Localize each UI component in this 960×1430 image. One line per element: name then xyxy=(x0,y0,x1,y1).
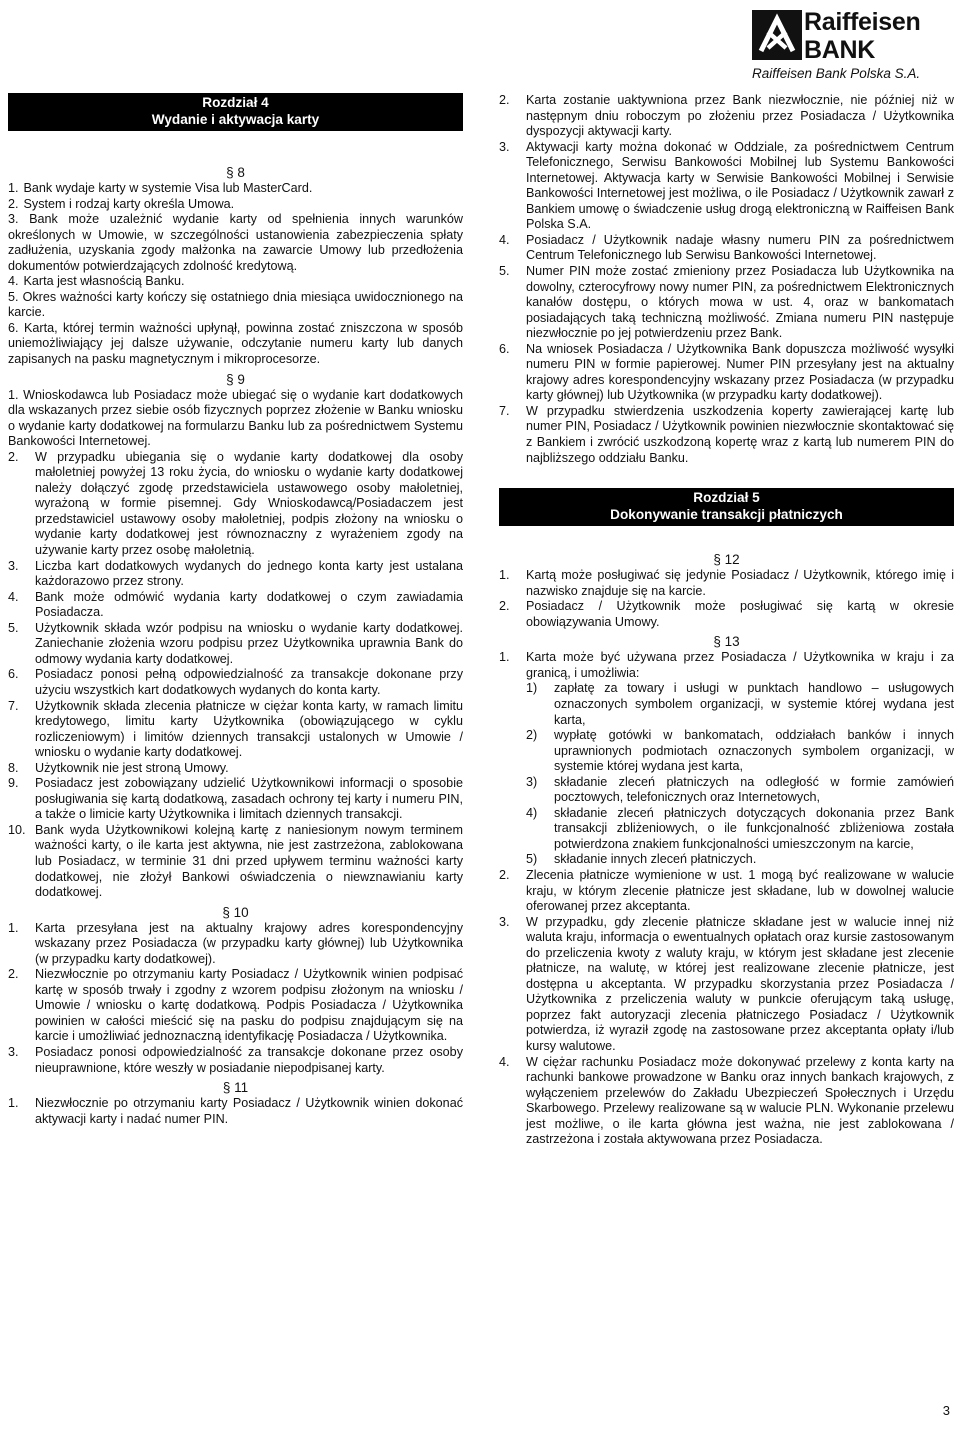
page-number: 3 xyxy=(942,1403,950,1418)
list-item: 6. Posiadacz ponosi pełną odpowiedzialność za transakcje dokonane przy użyciu wszystkich kart dodatkowych wydanych do konta karty. xyxy=(8,667,463,697)
list-item: 10. Bank wyda Użytkownikowi kolejną kartę z naniesionym nowym terminem ważności karty, o ile karta jest aktywna, nie jest zastrzeżona, zablokowana lub Posiadacz, w terminie 31 dni przed upływem terminu ważności karty dodatkowej, nie złożył Bankowi oświadczenia o niewznawianiu karty dodatkowej. xyxy=(8,822,463,900)
list-item: 3. W przypadku, gdy zlecenie płatnicze składane jest w walucie innej niż waluta kraju, informacja o ewentualnych opłatach oraz kursie zastosowanym do przeliczenia kwoty z waluty kraju, w którym jest składane jest zlecenie płatnicze, na walutę, w której jest realizowane zlecenie płatnicze, jest dostępna u akceptanta. W przypadku skorzystania przez Posiadacza / Użytkownika z przeliczenia waluty w punkcie oferującym taką usługę, poprzez fakt autoryzacji zlecenia płatniczego Posiadacz / Użytkownik potwierdza, iż wyraził zgodę na zastosowane przez akceptanta opłaty i/lub kursy walutowe. xyxy=(499,914,954,1053)
chapter-4-title: Wydanie i aktywacja karty xyxy=(151,112,320,127)
list-item: 5. Numer PIN może zostać zmieniony przez Posiadacza lub Użytkownika na dowolny, czterocyfrowy nowy numer PIN, za pośrednictwem Elektronicznych kanałów dostępu, o których mowa w ust. 4, oraz w bankomatach posiadających taką techniczną możliwość. Zmiana numeru PIN następuje niezwłocznie po jej potwierdzeniu przez Bank. xyxy=(499,264,954,341)
list-item: 2. Zlecenia płatnicze wymienione w ust. 1 mogą być realizowane w walucie kraju, w którym zlecenie płatnicze jest składane, lub w dowolnej walucie oferowanej przez akceptanta. xyxy=(499,867,954,914)
chapter-5-heading: Rozdział 5 xyxy=(693,490,760,506)
sub-list-item: 1) zapłatę za towary i usługi w punktach handlowo – usługowych oznaczonych symbolem organizacji, w systemie której wydana jest karta, xyxy=(526,681,954,727)
left-column xyxy=(8,93,463,1127)
sub-list-item: 4) składanie zleceń płatniczych dotyczących dokonania przez Bank transakcji zbliżeniowych, o ile funkcjonalność zbliżeniowa została potwierdzona znakiem funkcjonalności umieszczonym na karcie, xyxy=(526,805,954,851)
section-13-list xyxy=(499,650,954,1148)
list-item: 3. Posiadacz ponosi odpowiedzialność za transakcje dokonane przez osoby nieuprawnione, które weszły w posiadanie niepodpisanej karty. xyxy=(8,1044,463,1075)
section-10-heading: § 10 xyxy=(222,904,249,920)
chapter-5-title: Dokonywanie transakcji płatniczych xyxy=(610,507,843,523)
list-item: 7. Użytkownik składa zlecenia płatnicze w ciężar konta karty, w ramach limitu kredytowego, limitu karty Użytkownika (obowiązującego w cyklu rozliczeniowym) i limitów dziennych transakcji ustalonych w Umowie / wniosku o wydanie karty dodatkowej. xyxy=(8,698,463,760)
chapter-5-banner xyxy=(499,488,954,526)
chapter-4-heading: Rozdział 4 xyxy=(202,95,269,110)
raiffeisen-gable-cross-icon xyxy=(752,10,802,60)
list-item: 4. Posiadacz / Użytkownik nadaje własny numeru PIN za pośrednictwem Centrum Telefonicznego lub Serwisu Bankowości Internetowej. xyxy=(499,232,954,263)
list-item: 3. Aktywacji karty można dokonać w Oddziale, za pośrednictwem Centrum Telefonicznego, Serwisu Bankowości Mobilnej lub Systemu Bankowości Internetowej. Aktywacja karty w Serwisie Bankowości Mobilnej i Serwisie Bankowości Internetowej jest możliwa, o ile Posiadacz / Użytkownik zawarł z Bankiem umowę o świadczenie usług drogą elektroniczną w Raiffeisen Bank Polska S.A. xyxy=(499,139,954,232)
section-13-heading: § 13 xyxy=(713,634,740,650)
sub-list-item: 5) składanie innych zleceń płatniczych. xyxy=(526,852,757,867)
sub-list-item: 2) wypłatę gotówki w bankomatach, oddziałach banków i innych uprawnionych podmiotach oznaczonych symbolem organizacji, w systemie której wydana jest karta, xyxy=(526,728,954,774)
logo-subtitle: Raiffeisen Bank Polska S.A. xyxy=(752,66,921,81)
spacer xyxy=(499,466,954,488)
chapter-4-banner xyxy=(8,93,463,131)
section-11-list-continued xyxy=(499,93,954,466)
list-item: 3. Liczba kart dodatkowych wydanych do jednego konta karty jest ustalana każdorazowo przez strony. xyxy=(8,558,463,589)
list-item: 5. Użytkownik składa wzór podpisu na wniosku o wydanie karty dodatkowej. Zaniechanie złożenia wzoru podpisu przez Użytkownika uprawnia Bank do odmowy wydania karty dodatkowej. xyxy=(8,620,463,666)
list-item: 1. Niezwłocznie po otrzymaniu karty Posiadacz / Użytkownik winien dokonać aktywacji karty i nadać numer PIN. xyxy=(8,1096,463,1126)
section-11-list-start xyxy=(8,1096,463,1127)
list-item: 7. W przypadku stwierdzenia uszkodzenia koperty zawierającej kartę lub numer PIN, Posiadacz / Użytkownik powinien niezwłocznie skontaktować się z Bankiem i zwrócić uszkodzoną kopertę wraz z kartą lub numerem PIN do najbliższego oddziału Banku. xyxy=(499,403,954,465)
section-11-heading: § 11 xyxy=(222,1080,249,1096)
list-item: 2. Posiadacz / Użytkownik może posługiwać się kartą w okresie obowiązywania Umowy. xyxy=(499,599,954,629)
list-item: 3. Bank może uzależnić wydanie karty od spełnienia innych warunków określonych w Umowie, w szczególności ustanowienia zabezpieczenia spłaty zadłużenia, uzyskania zgody małżonka na zawarcie Umowy lub przedłożenia dokumentów potwierdzających zdolność kredytową. xyxy=(8,212,463,273)
list-item: 9. Posiadacz jest zobowiązany udzielić Użytkownikowi informacji o sposobie posługiwania się kartą dodatkową, zasadach ochrony tej karty i numeru PIN, a także o limicie karty Użytkownika i limitach dziennych transakcji. xyxy=(8,776,463,822)
sub-list-item: 3) składanie zleceń płatniczych na odległość w formie zamówień pocztowych, telefonicznych oraz Internetowych, xyxy=(526,774,954,805)
section-12-list xyxy=(499,568,954,630)
list-item: 2. Karta zostanie uaktywniona przez Bank niezwłocznie, nie później niż w następnym dniu roboczym po złożeniu przez Posiadacza / Użytkownika dyspozycji aktywacji karty. xyxy=(499,93,954,139)
logo-name-line2: BANK xyxy=(804,36,876,64)
section-12-heading: § 12 xyxy=(713,552,740,568)
section-8-heading: § 8 xyxy=(226,165,245,180)
section-10-list xyxy=(8,921,463,1076)
list-item: 2. System i rodzaj karty określa Umowa. xyxy=(8,196,235,211)
list-item: 8. Użytkownik nie jest stroną Umowy. xyxy=(8,760,229,775)
list-item: 2. W przypadku ubiegania się o wydanie karty dodatkowej dla osoby małoletniej powyżej 13 roku życia, do wniosku o wydanie karty dodatkowej należy dołączyć zgodę przedstawiciela ustawowego osoby małoletniej, wyrażoną w formie pisemnej. Gdy Wnioskodawcą/Posiadaczem jest przedstawiciel ustawowy osoby małoletniej, podpis złożony na wniosku o wydanie karty dodatkowej jest równoznaczny z wyrażeniem zgody na używanie karty przez osobę małoletnią. xyxy=(8,449,463,558)
list-item: 5. Okres ważności karty kończy się ostatniego dnia miesiąca uwidocznionego na karcie. xyxy=(8,289,463,320)
list-item: 6. Na wniosek Posiadacza / Użytkownika Bank dopuszcza możliwość wysyłki numeru PIN w formie papierowej. Numer PIN przesyłany jest na aktualny krajowy adres korespondencyjny wskazany przez Posiadacza (w przypadku karty głównej) lub Użytkownika (w przypadku karty dodatkowej). xyxy=(499,341,954,403)
section-9-list xyxy=(8,388,463,901)
list-item: 1. Karta może być używana przez Posiadacza / Użytkownika w kraju i za granicą, i umożliwia: xyxy=(499,650,954,680)
section-9-heading: § 9 xyxy=(226,371,245,387)
list-item: 6. Karta, której termin ważności upłynął, powinna zostać zniszczona w sposób uniemożliwiający jej dalsze używanie, odczytanie numeru karty lub danych zapisanych na pasku magnetycznym i mikroprocesorze. xyxy=(8,320,463,367)
list-item: 1. Kartą może posługiwać się jedynie Posiadacz / Użytkownik, którego imię i nazwisko znajduje się na karcie. xyxy=(499,568,954,598)
list-item: 1. Karta przesyłana jest na aktualny krajowy adres korespondencyjny wskazany przez Posiadacza (w przypadku karty głównej) lub Użytkownika (w przypadku karty dodatkowej). xyxy=(8,920,463,966)
list-item: 2. Niezwłocznie po otrzymaniu karty Posiadacz / Użytkownik winien podpisać kartę w sposób trwały i zgodny z wzorem podpisu złożonym na wniosku / Umowie / wniosku o kartę dodatkową. Podpis Posiadacza / Użytkownika powinien w całości mieścić się na pasku do podpisu znajdującym się na karcie i umożliwiać jednoznaczną identyfikację Posiadacza / Użytkownika. xyxy=(8,967,463,1044)
right-column xyxy=(499,93,954,1148)
list-item: 1. Wnioskodawca lub Posiadacz może ubiegać się o wydanie kart dodatkowych dla wskazanych przez siebie osób fizycznych poprzez złożenie w Banku wniosku o wydanie karty dodatkowej na formularzu Banku lub za pośrednictwem Systemu Bankowości Internetowej. xyxy=(8,387,463,449)
list-item: 1. Bank wydaje karty w systemie Visa lub MasterCard. xyxy=(8,181,313,195)
raiffeisen-logo xyxy=(752,6,952,88)
list-item: 4. Karta jest własnością Banku. xyxy=(8,274,185,289)
section-8-list xyxy=(8,181,463,368)
list-item: 4. W ciężar rachunku Posiadacz może dokonywać przelewy z konta karty na rachunki bankowe prowadzone w Banku oraz innych bankach krajowych, z wyłączeniem przelewów do Zakładu Ubezpieczeń Społecznych i Urzędu Skarbowego. Przelewy realizowane są w walucie PLN. Wykonanie przelewu jest możliwe, o ile karta główna jest ważna, nie jest zablokowana / zastrzeżona i została aktywowana przez Posiadacza. xyxy=(499,1054,954,1147)
list-item: 4. Bank może odmówić wydania karty dodatkowej o czym zawiadamia Posiadacza. xyxy=(8,589,463,620)
logo-name-line1: Raiffeisen xyxy=(804,8,921,36)
